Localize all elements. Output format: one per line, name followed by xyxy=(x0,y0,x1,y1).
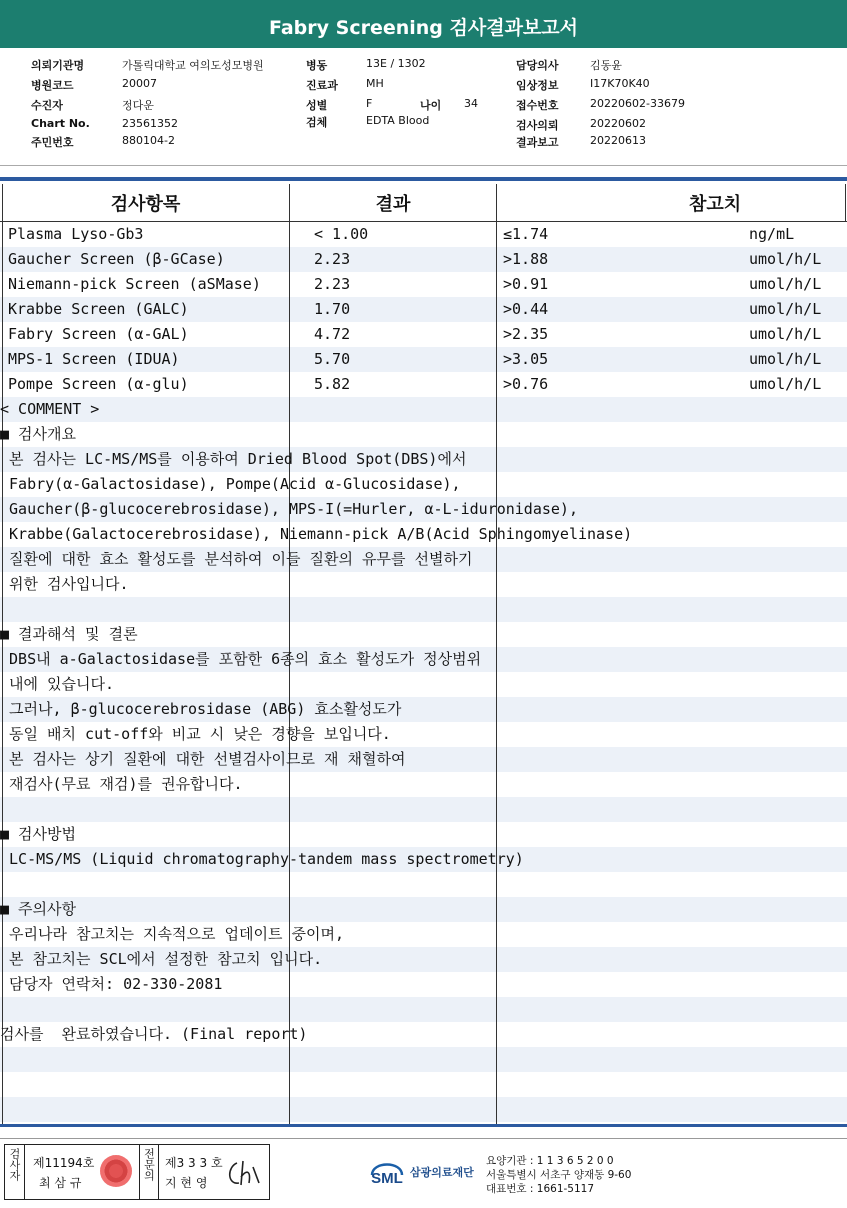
result-item: Plasma Lyso-Gb3 xyxy=(8,225,144,243)
comment-line: 위한 검사입니다. xyxy=(0,575,129,593)
row-stripe xyxy=(0,1097,847,1122)
row-stripe xyxy=(0,997,847,1022)
chart-no: 23561352 xyxy=(122,117,178,130)
ward-label: 병동 xyxy=(306,59,328,72)
row-stripe xyxy=(0,672,847,697)
comment-line: Gaucher(β-glucocerebrosidase), MPS-I(=Hurler, α-L-iduronidase), xyxy=(0,500,578,518)
row-stripe xyxy=(0,897,847,922)
result-unit: umol/h/L xyxy=(749,275,822,293)
result-value: 2.23 xyxy=(314,250,351,268)
doctor-label: 담당의사 xyxy=(516,59,559,72)
results-table xyxy=(0,184,847,1124)
age-value: 34 xyxy=(464,97,478,110)
sex-value: F xyxy=(366,97,373,110)
sml-logo xyxy=(366,1153,408,1191)
signer2-role xyxy=(139,1145,159,1199)
institution-label: 의뢰기관명 xyxy=(31,59,85,72)
sml-logo-text: SML xyxy=(371,1170,403,1187)
comment-line: ■ 주의사항 xyxy=(0,900,77,918)
id-no: 880104-2 xyxy=(122,134,175,147)
row-stripe xyxy=(0,1047,847,1072)
result-unit: umol/h/L xyxy=(749,350,822,368)
comment-line: ■ 검사방법 xyxy=(0,825,77,843)
result-reference: >2.35 xyxy=(503,325,549,343)
patient-info xyxy=(0,52,847,162)
signer2-name: 지 현 영 xyxy=(165,1176,208,1190)
result-item: Gaucher Screen (β-GCase) xyxy=(8,250,225,268)
clinical-value: I17K70K40 xyxy=(590,77,650,90)
comment-line: 담당자 연락처: 02-330-2081 xyxy=(0,975,223,993)
request-date: 20220602 xyxy=(590,117,646,130)
report-date: 20220613 xyxy=(590,134,646,147)
seal-stamp xyxy=(100,1155,132,1187)
result-value: 4.72 xyxy=(314,325,351,343)
result-unit: umol/h/L xyxy=(749,375,822,393)
row-stripe xyxy=(0,397,847,422)
result-reference: >3.05 xyxy=(503,350,549,368)
clinical-label: 임상정보 xyxy=(516,79,559,92)
results-bottom-rule xyxy=(0,1124,847,1127)
report-label: 결과보고 xyxy=(516,136,559,149)
specimen-label: 검체 xyxy=(306,116,328,129)
header-item: 검사항목 xyxy=(110,194,181,215)
row-stripe xyxy=(0,1072,847,1097)
row-stripe xyxy=(0,797,847,822)
accession-value: 20220602-33679 xyxy=(590,97,685,110)
row-stripe xyxy=(0,597,847,622)
dept-value: MH xyxy=(366,77,384,90)
dept-label: 진료과 xyxy=(306,79,338,92)
result-item: Fabry Screen (α-GAL) xyxy=(8,325,189,343)
signer1-license: 제11194호 xyxy=(33,1156,95,1170)
signature-box xyxy=(4,1144,270,1200)
result-value: 1.70 xyxy=(314,300,351,318)
org-name: 삼광의료재단 xyxy=(410,1166,474,1179)
org-code: 요양기관 : 1 1 3 6 5 2 0 0 xyxy=(486,1155,614,1167)
hospital-code-value: 20007 xyxy=(122,77,157,90)
row-stripe xyxy=(0,422,847,447)
result-value: 5.82 xyxy=(314,375,351,393)
signer1-role xyxy=(5,1145,25,1199)
org-address: 서울특별시 서초구 양재동 9-60 xyxy=(486,1169,632,1181)
result-item: MPS-1 Screen (IDUA) xyxy=(8,350,180,368)
comment-line: 검사를 완료하였습니다. (Final report) xyxy=(0,1025,308,1043)
result-reference: >0.91 xyxy=(503,275,549,293)
result-unit: umol/h/L xyxy=(749,325,822,343)
comment-line: 그러나, β-glucocerebrosidase (ABG) 효소활성도가 xyxy=(0,700,402,718)
comment-line: 우리나라 참고치는 지속적으로 업데이트 중이며, xyxy=(0,925,344,943)
header-result: 결과 xyxy=(375,194,411,215)
result-unit: ng/mL xyxy=(749,225,795,243)
comment-line: 본 참고치는 SCL에서 설정한 참고치 입니다. xyxy=(0,950,323,968)
info-divider xyxy=(0,165,847,166)
comment-line: 본 검사는 상기 질환에 대한 선별검사이므로 재 채혈하여 xyxy=(0,750,406,768)
patient-label: 수진자 xyxy=(31,99,63,112)
header-reference: 참고치 xyxy=(689,194,742,215)
request-label: 검사의뢰 xyxy=(516,119,559,132)
comment-line: ■ 결과해석 및 결론 xyxy=(0,625,138,643)
comment-line: 본 검사는 LC-MS/MS를 이용하여 Dried Blood Spot(DBS)에서 xyxy=(0,450,467,468)
signer1-role-text: 검사자 xyxy=(8,1148,21,1181)
comment-line: DBS내 a-Galactosidase를 포함한 6종의 효소 활성도가 정상범위 xyxy=(0,650,482,668)
ward-value: 13E / 1302 xyxy=(366,57,426,70)
title-underline xyxy=(0,47,847,48)
sex-label: 성별 xyxy=(306,99,328,112)
comment-line: ■ 검사개요 xyxy=(0,425,77,443)
comment-line: 내에 있습니다. xyxy=(0,675,115,693)
signature-mark xyxy=(225,1155,265,1191)
footer-divider xyxy=(0,1138,847,1139)
result-item: Niemann-pick Screen (aSMase) xyxy=(8,275,261,293)
result-item: Pompe Screen (α-glu) xyxy=(8,375,189,393)
result-reference: ≤1.74 xyxy=(503,225,549,243)
result-unit: umol/h/L xyxy=(749,250,822,268)
row-stripe xyxy=(0,872,847,897)
result-unit: umol/h/L xyxy=(749,300,822,318)
comment-line: LC-MS/MS (Liquid chromatography-tandem mass spectrometry) xyxy=(0,850,524,868)
comment-line: 질환에 대한 효소 활성도를 분석하여 이들 질환의 유무를 선별하기 xyxy=(0,550,473,568)
results-top-rule xyxy=(0,177,847,181)
patient-name: 정다운 xyxy=(122,99,154,112)
result-value: 5.70 xyxy=(314,350,351,368)
col-divider-2 xyxy=(496,184,497,1124)
doctor-value: 김동윤 xyxy=(590,59,622,72)
accession-label: 접수번호 xyxy=(516,99,559,112)
comment-line: < COMMENT > xyxy=(0,400,100,418)
comment-line: Fabry(α-Galactosidase), Pompe(Acid α-Glucosidase), xyxy=(0,475,461,493)
signer2-role-text: 전문의 xyxy=(142,1148,156,1181)
result-value: 2.23 xyxy=(314,275,351,293)
result-reference: >1.88 xyxy=(503,250,549,268)
comment-line: 재검사(무료 재검)를 권유합니다. xyxy=(0,775,243,793)
specimen-value: EDTA Blood xyxy=(366,114,430,127)
org-phone: 대표번호 : 1661-5117 xyxy=(486,1183,595,1195)
result-item: Krabbe Screen (GALC) xyxy=(8,300,189,318)
age-label: 나이 xyxy=(420,99,442,112)
result-reference: >0.44 xyxy=(503,300,549,318)
signer2-license: 제3 3 3 호 xyxy=(165,1156,223,1170)
signer1-name: 최 삼 규 xyxy=(39,1176,82,1190)
institution-value: 가톨릭대학교 여의도성모병원 xyxy=(122,59,264,72)
result-value: < 1.00 xyxy=(314,225,369,243)
row-stripe xyxy=(0,822,847,847)
chart-label: Chart No. xyxy=(31,117,90,130)
result-reference: >0.76 xyxy=(503,375,549,393)
report-title: Fabry Screening 검사결과보고서 xyxy=(0,0,847,47)
id-label: 주민번호 xyxy=(31,136,74,149)
comment-line: 동일 배치 cut-off와 비교 시 낮은 경향을 보입니다. xyxy=(0,725,391,743)
comment-line: Krabbe(Galactocerebrosidase), Niemann-pick A/B(Acid Sphingomyelinase) xyxy=(0,525,633,543)
hospital-code-label: 병원코드 xyxy=(31,79,74,92)
